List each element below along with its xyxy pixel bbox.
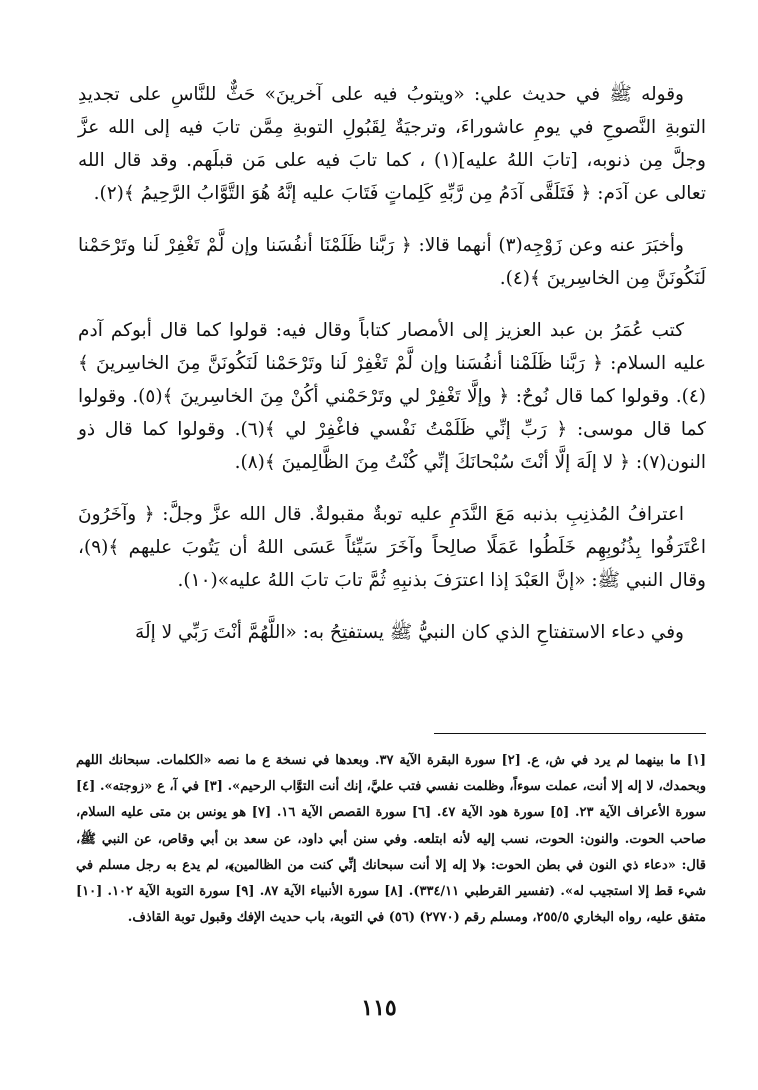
main-text bbox=[78, 78, 706, 668]
paragraph-istiftah: وفي دعاء الاستفتاحِ الذي كان النبيُّ ﷺ يستفتِحُ به: «اللَّهُمَّ أنْتَ رَبِّي لا إلَهَ bbox=[135, 622, 684, 643]
footnote-divider bbox=[434, 733, 706, 734]
paragraph-confession: اعترافُ المُذنِبِ بذنبه مَعَ النَّدَمِ عليه توبةٌ مقبولةٌ. قال الله عزَّ وجلَّ: ﴿ وآخَرُونَ اعْتَرَفُوا بِذُنُوبِهِم خَلَطُوا عَمَلًا صالِحاً وآخَرَ سَيِّئاً عَسَى اللهُ أن يَتُوبَ عليهم ﴾(٩)، وقال النبي ﷺ: «إنَّ العَبْدَ إذا اعترَفَ بذنبِهِ ثُمَّ تابَ تابَ اللهُ عليه»(١٠). bbox=[78, 504, 706, 591]
page-number: ١١٥ bbox=[361, 995, 397, 1021]
footnotes-text: [١] ما بينهما لم يرد في ش، ع. [٢] سورة البقرة الآية ٣٧. وبعدها في نسخة ع ما نصه «الكلمات. سبحانك اللهم وبحمدك، لا إله إلا أنت، عملت سوءاً، وظلمت نفسي فتب عليَّ، إنك أنت التوَّاب الرحيم». [٣] في آ، ع «زوجته». [٤] سورة الأعراف الآية ٢٣. [٥] سورة هود الآية ٤٧. [٦] سورة القصص الآية ١٦. [٧] هو يونس بن متى عليه السلام، صاحب الحوت. والنون: الحوت، نسب إليه لأنه ابتلعه. وفي سنن أبي داود، عن سعد بن أبي وقاص، عن النبي ﷺ، قال: «دعاء ذي النون في بطن الحوت: ﴿لا إله إلا أنت سبحانك إنِّي كنت من الظالمين﴾، لم يدع به رجل مسلم في شيء قط إلا استجيب له». (تفسير القرطبي ٣٣٤/١١). [٨] سورة الأنبياء الآية ٨٧. [٩] سورة التوبة الآية ١٠٢. [١٠] متفق عليه، رواه البخاري ٢٥٥/٥، ومسلم رقم (٢٧٧٠) (٥٦) في التوبة، باب حديث الإفك وقبول توبة القاذف. bbox=[76, 753, 707, 926]
paragraph-ashura: وقوله ﷺ في حديث علي: «ويتوبُ فيه على آخرينَ» حَثٌّ للنَّاسِ على تجديدِ التوبةِ النَّصوحِ في يومِ عاشوراءَ، وترجيَةٌ لِقَبُولِ التوبةِ مِمَّن تابَ فيه إلى الله عزَّ وجلَّ مِن ذنوبه، [تابَ اللهُ عليه](١) ، كما تابَ فيه على مَن قبلَهم. وقد قال الله تعالى عن آدَم: ﴿ فَتَلَقَّى آدَمُ مِن رَّبِّهِ كَلِماتٍ فَتَابَ عليه إنَّهُ هُوَ التَّوَّابُ الرَّحِيمُ ﴾(٢). bbox=[78, 84, 706, 204]
paragraph-adam-wife: وأخبَرَ عنه وعن زَوْجِه(٣) أنهما قالا: ﴿ رَبَّنا ظَلَمْنَا أنفُسَنا وإن لَّمْ تَغْفِرْ لَنا وتَرْحَمْنا لَنَكُونَنَّ مِن الخاسِرينَ ﴾(٤). bbox=[78, 235, 706, 289]
footnotes bbox=[76, 748, 706, 931]
paragraph-umar-letter: كتب عُمَرُ بن عبد العزيز إلى الأمصار كتاباً وقال فيه: قولوا كما قال أبوكم آدم عليه السلام: ﴿ رَبَّنا ظَلَمْنا أنفُسَنا وإن لَّمْ تَغْفِرْ لَنا وتَرْحَمْنا لَنَكُونَنَّ مِنَ الخاسِرينَ ﴾(٤). وقولوا كما قال نُوحٌ: ﴿ وإلَّا تَغْفِرْ لي وتَرْحَمْني أكُنْ مِنَ الخاسِرينَ ﴾(٥). وقولوا كما قال موسى: ﴿ رَبِّ إنِّي ظَلَمْتُ نَفْسي فاغْفِرْ لي ﴾(٦). وقولوا كما قال ذو النون(٧): ﴿ لا إلَهَ إلَّا أنْتَ سُبْحانَكَ إنِّي كُنْتُ مِنَ الظَّالِمينَ ﴾(٨). bbox=[78, 320, 706, 473]
